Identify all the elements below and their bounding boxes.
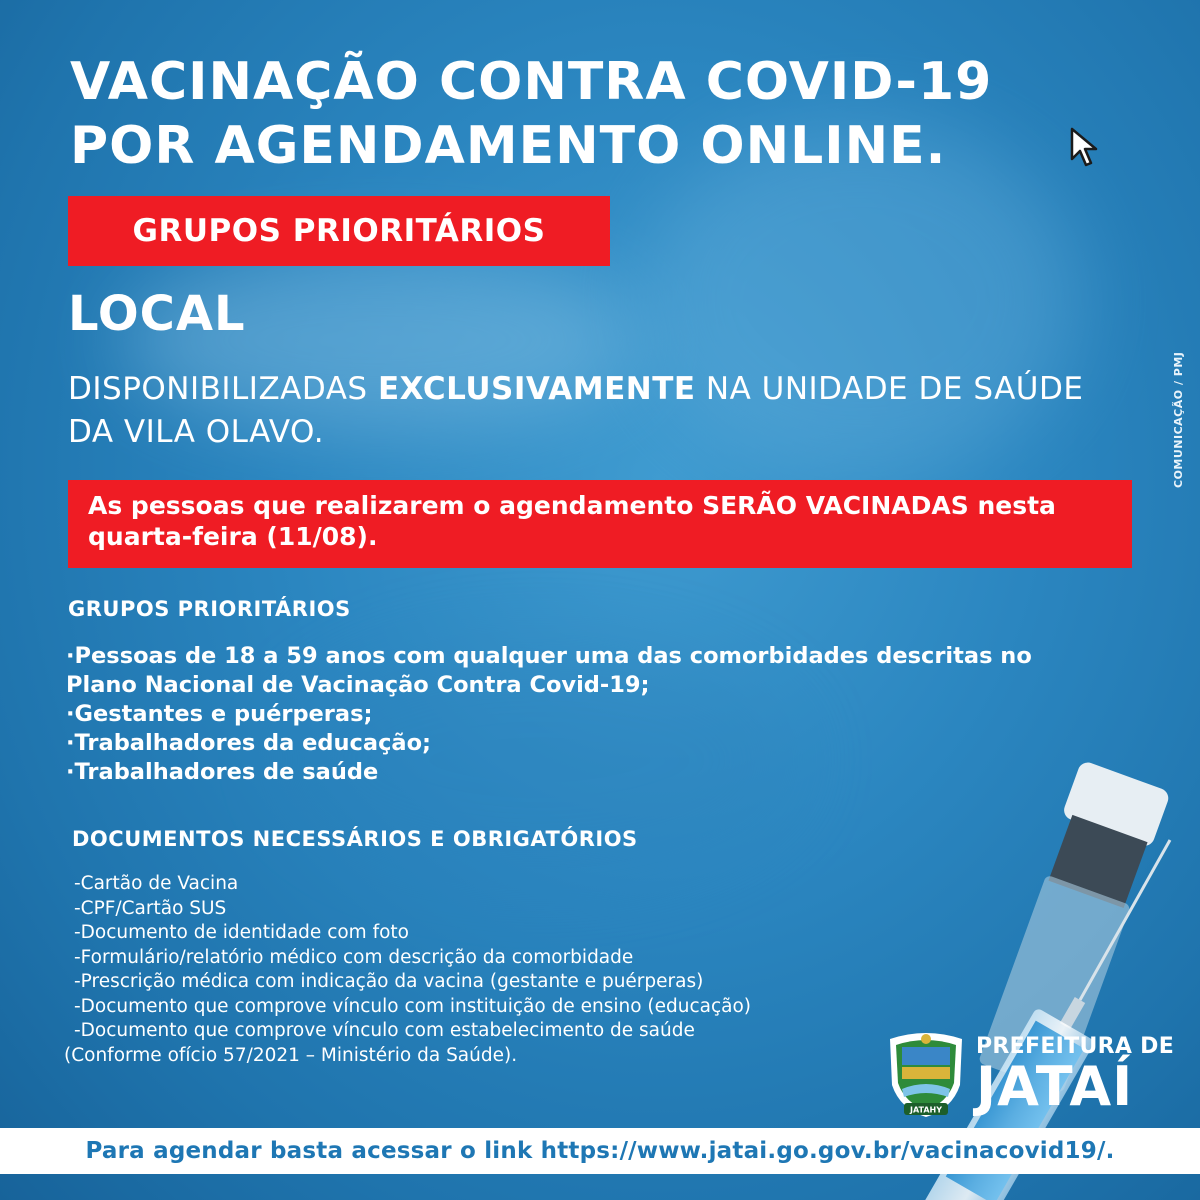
document-item: -Prescrição médica com indicação da vacina (gestante e puérperas) <box>74 971 704 992</box>
documents-title: DOCUMENTOS NECESSÁRIOS E OBRIGATÓRIOS <box>72 827 638 851</box>
cursor-arrow-icon <box>1068 125 1104 171</box>
document-item: -Cartão de Vacina <box>74 873 239 894</box>
logo-prefeitura-text: PREFEITURA DE <box>976 1034 1175 1059</box>
group-item: ·Trabalhadores da educação; <box>66 730 432 756</box>
document-item: -Formulário/relatório médico com descrição da comorbidade <box>74 946 634 968</box>
location-text-start: DISPONIBILIZADAS <box>68 371 378 407</box>
logo-jatai-text: JATAÍ <box>976 1055 1134 1118</box>
document-item: -CPF/Cartão SUS <box>74 897 227 919</box>
local-heading: LOCAL <box>68 286 246 342</box>
title-line-1: VACINAÇÃO CONTRA COVID-19 <box>70 52 993 112</box>
photo-credit: COMUNICAÇÃO / PMJ <box>1172 351 1185 488</box>
document-item: -Documento que comprove vínculo com instituição de ensino (educação) <box>74 995 752 1017</box>
document-item: -Documento de identidade com foto <box>74 922 409 943</box>
groups-title: GRUPOS PRIORITÁRIOS <box>68 597 351 621</box>
title-line-2: POR AGENDAMENTO ONLINE. <box>70 116 947 176</box>
prefeitura-logo <box>882 1025 1175 1125</box>
document-item: -Documento que comprove vínculo com estabelecimento de saúde <box>74 1020 695 1041</box>
priority-groups-badge: GRUPOS PRIORITÁRIOS <box>68 196 610 266</box>
group-item: ·Pessoas de 18 a 59 anos com qualquer uma das comorbidades descritas no Plano Nacional de Vacinação Contra Covid-19; <box>66 643 1032 698</box>
footer-bar <box>0 1128 1200 1174</box>
coat-of-arms-crest <box>882 1029 970 1121</box>
location-text-end: NA UNIDADE DE SAÚDE DA VILA OLAVO. <box>68 371 1084 450</box>
page-title <box>70 50 1150 178</box>
scheduling-link-text[interactable]: Para agendar basta acessar o link https://www.jatai.go.gov.br/vacinacovid19/. <box>85 1138 1115 1164</box>
crest-label: JATAHY <box>909 1105 943 1115</box>
group-item: ·Trabalhadores de saúde <box>66 759 379 785</box>
documents-note: (Conforme ofício 57/2021 – Ministério da Saúde). <box>64 1044 518 1066</box>
location-text-emphasis: EXCLUSIVAMENTE <box>377 371 696 407</box>
group-item: ·Gestantes e puérperas; <box>66 701 373 727</box>
groups-list <box>66 642 1106 787</box>
logo-text <box>976 1034 1175 1118</box>
vaccination-alert: As pessoas que realizarem o agendamento SERÃO VACINADAS nesta quarta-feira (11/08). <box>68 480 1132 568</box>
location-description <box>68 368 1128 454</box>
documents-list <box>64 872 944 1068</box>
